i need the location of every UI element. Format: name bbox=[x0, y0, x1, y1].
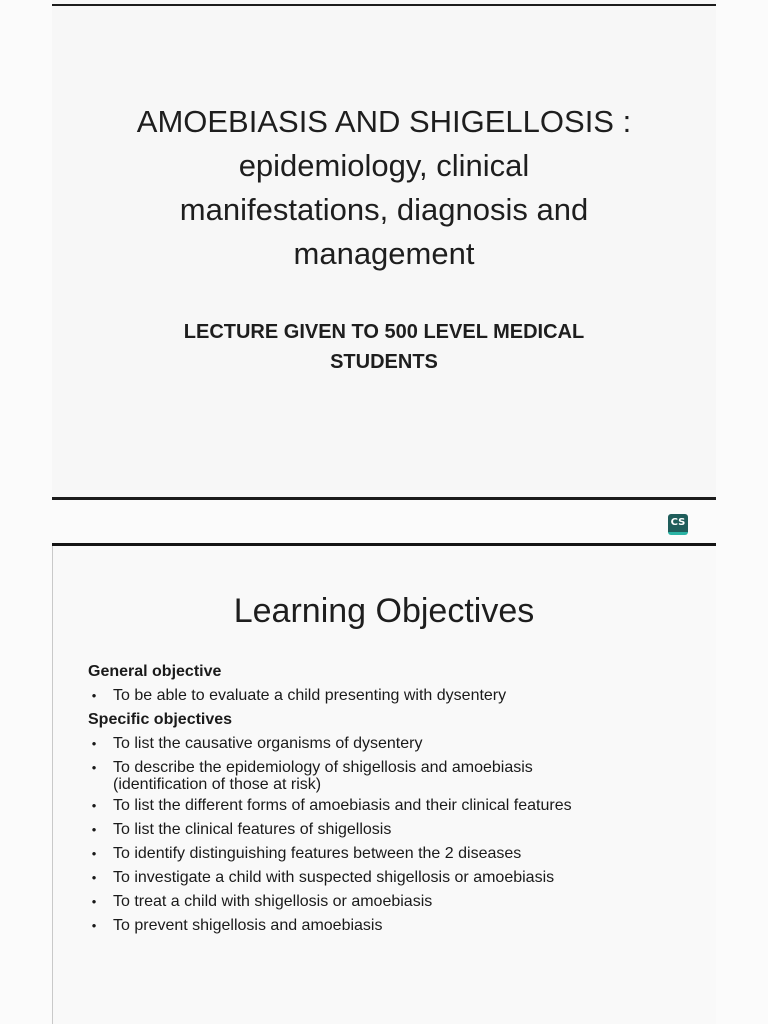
slide-title-line: manifestations, diagnosis and bbox=[179, 192, 589, 227]
list-item bbox=[88, 794, 688, 818]
list-item-text: To list the clinical features of shigellosis bbox=[113, 821, 392, 838]
list-item bbox=[88, 818, 688, 842]
list-item-text: To treat a child with shigellosis or amoebiasis bbox=[113, 893, 433, 910]
bullet-icon: • bbox=[91, 688, 97, 703]
specific-objectives-heading: Specific objectives bbox=[88, 711, 233, 728]
bullet-icon: • bbox=[91, 870, 97, 885]
bullet-icon: • bbox=[91, 822, 97, 837]
slide-bottom-rule bbox=[52, 497, 716, 500]
slide-title-line: epidemiology, clinical bbox=[238, 148, 530, 183]
list-item bbox=[88, 914, 688, 938]
list-item-continuation: (identification of those at risk) bbox=[113, 776, 322, 793]
title-slide bbox=[52, 0, 716, 500]
list-item bbox=[88, 866, 688, 890]
bullet-icon: • bbox=[91, 798, 97, 813]
list-item bbox=[88, 684, 688, 708]
list-item-text: To be able to evaluate a child presenting with dysentery bbox=[113, 687, 507, 704]
list-item bbox=[88, 842, 688, 866]
list-item-text: To investigate a child with suspected shigellosis or amoebiasis bbox=[113, 869, 555, 886]
list-item-text: To describe the epidemiology of shigellosis and amoebiasis bbox=[113, 759, 533, 776]
bullet-icon: • bbox=[91, 918, 97, 933]
list-item bbox=[88, 756, 688, 794]
slide-top-rule bbox=[52, 543, 716, 546]
slide-title-line: AMOEBIASIS AND SHIGELLOSIS : bbox=[136, 104, 632, 139]
slide-subtitle bbox=[92, 317, 676, 377]
slide-title-line: management bbox=[293, 236, 475, 271]
general-objective-heading: General objective bbox=[88, 663, 222, 680]
slide-subtitle-line: STUDENTS bbox=[330, 351, 438, 373]
bullet-icon: • bbox=[91, 760, 97, 775]
list-item bbox=[88, 732, 688, 756]
list-item bbox=[88, 890, 688, 914]
bullet-icon: • bbox=[91, 846, 97, 861]
slide-subtitle-line: LECTURE GIVEN TO 500 LEVEL MEDICAL bbox=[183, 321, 585, 343]
camscanner-logo-icon: CS bbox=[668, 514, 688, 535]
bullet-icon: • bbox=[91, 894, 97, 909]
bullet-icon: • bbox=[91, 736, 97, 751]
objectives-title: Learning Objectives bbox=[233, 592, 535, 630]
objectives-slide bbox=[52, 540, 716, 1024]
objectives-list bbox=[88, 660, 688, 938]
list-item-text: To list the different forms of amoebiasis and their clinical features bbox=[113, 797, 572, 814]
list-item-text: To list the causative organisms of dysentery bbox=[113, 735, 423, 752]
slide-title bbox=[92, 100, 676, 276]
list-item-text: To prevent shigellosis and amoebiasis bbox=[113, 917, 383, 934]
slide-top-rule bbox=[52, 4, 716, 6]
list-item-text: To identify distinguishing features between the 2 diseases bbox=[113, 845, 522, 862]
